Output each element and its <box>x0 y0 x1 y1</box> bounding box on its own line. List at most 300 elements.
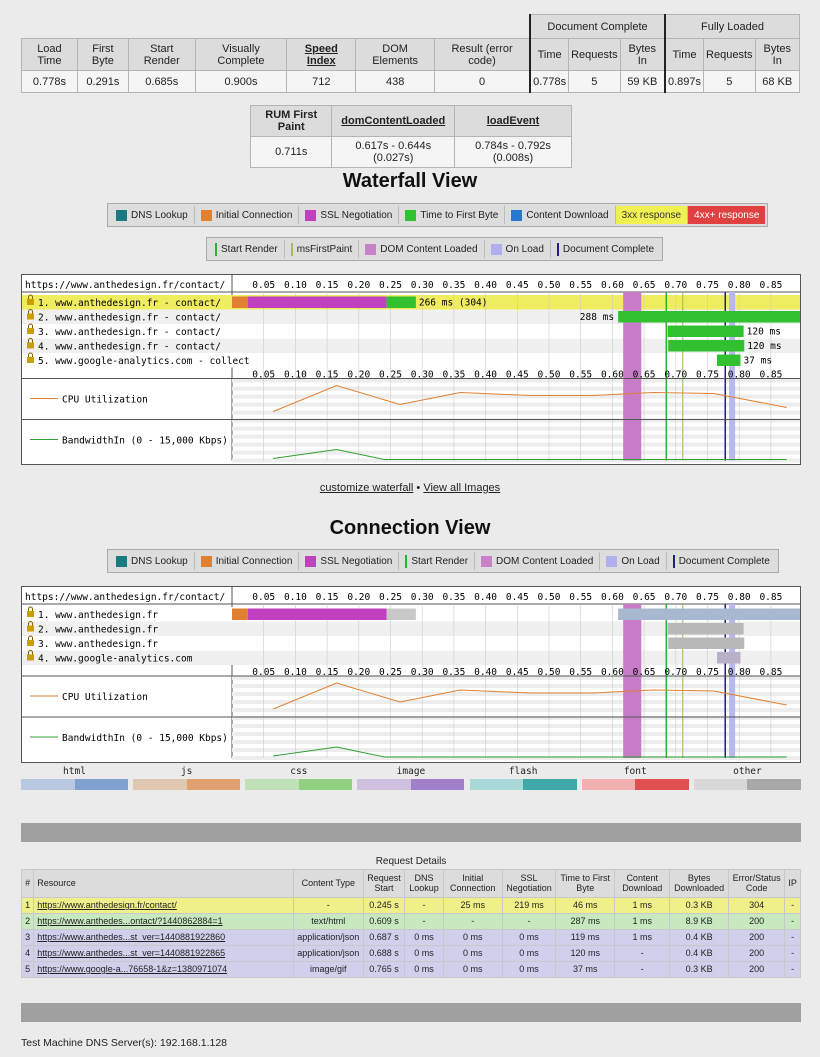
tick-label-top: 0.20 <box>347 280 371 291</box>
tick-label-bottom: 0.85 <box>759 667 783 678</box>
lock-icon <box>27 328 34 334</box>
val-full-bytes: 68 KB <box>755 71 799 93</box>
tick-label-top: 0.75 <box>696 280 719 291</box>
req-cell: 5 <box>22 961 34 977</box>
tick-label-top: 0.30 <box>410 592 434 603</box>
req-cell: 0 ms <box>502 945 555 961</box>
req-cell: - <box>502 913 555 929</box>
legend2-item-3 <box>485 240 551 258</box>
legend3-item-3 <box>399 552 475 570</box>
connection-legend <box>107 549 779 573</box>
lock-icon <box>27 655 34 661</box>
tick-label-top: 0.05 <box>252 280 276 291</box>
resource-link[interactable]: https://www.anthedesign.fr/contact/ <box>37 900 177 910</box>
bar-label: 288 ms <box>579 312 615 323</box>
req-cell: 0.609 s <box>363 913 404 929</box>
req-cell: 0 ms <box>443 961 502 977</box>
dns-server-info: Test Machine DNS Server(s): 192.168.1.128 <box>21 1037 228 1049</box>
tick-label-bottom: 0.05 <box>252 667 276 678</box>
tick-label-top: 0.40 <box>474 592 498 603</box>
req-cell: - <box>785 897 801 913</box>
tick-label-top: 0.15 <box>315 280 339 291</box>
val-full-requests: 5 <box>704 71 755 93</box>
legend-label: DOM Content Loaded <box>380 243 478 255</box>
mime-type-legend <box>21 766 801 790</box>
req-cell: 1 ms <box>615 929 670 945</box>
req-cell: application/json <box>293 929 363 945</box>
mime-6 <box>694 766 801 790</box>
legend2-item-4 <box>551 240 660 258</box>
legend-swatch <box>557 243 559 256</box>
page-url: https://www.anthedesign.fr/contact/ <box>25 280 226 291</box>
req-cell[interactable] <box>34 929 293 945</box>
tick-label-bottom: 0.60 <box>600 667 624 678</box>
cpu-label: CPU Utilization <box>62 692 148 703</box>
section-divider-bottom <box>21 1003 801 1022</box>
graph-stripe <box>232 684 800 688</box>
speed-index-link[interactable]: Speed Index <box>304 42 338 67</box>
lock-icon <box>27 314 34 320</box>
request-label: 4. www.google-analytics.com <box>38 653 193 665</box>
tick-label-bottom: 0.20 <box>347 369 371 381</box>
col-result: Result (error code) <box>435 39 531 71</box>
mime-1 <box>133 766 240 790</box>
bar-label: 37 ms <box>743 355 773 367</box>
connection-title: Connection View <box>329 517 491 539</box>
request-label: 2. www.anthedesign.fr - contact/ <box>38 312 222 324</box>
resource-link[interactable]: https://www.anthedes...st_ver=1440881922860 <box>37 932 226 942</box>
req-cell: 37 ms <box>556 961 615 977</box>
req-cell: 1 ms <box>615 897 670 913</box>
req-cell: 8.9 KB <box>670 913 729 929</box>
waterfall-svg <box>22 275 800 464</box>
legend-label: 3xx response <box>621 209 682 221</box>
rum-first-paint-header: RUM First Paint <box>251 106 332 137</box>
tick-label-bottom: 0.55 <box>569 667 593 678</box>
val-visually-complete: 0.900s <box>195 71 287 93</box>
mime-label: image <box>396 766 426 777</box>
col-dom-elements: DOM Elements <box>356 39 435 71</box>
request-bar <box>232 297 248 309</box>
legend-swatch <box>116 210 127 221</box>
tick-label-top: 0.85 <box>759 592 783 603</box>
tick-label-bottom: 0.40 <box>474 369 498 381</box>
req-cell: 200 <box>729 913 785 929</box>
tick-label-top: 0.45 <box>505 592 529 603</box>
legend-swatch <box>405 210 416 221</box>
mime-swatch <box>245 779 352 790</box>
rum-table <box>250 105 572 168</box>
tick-label-top: 0.60 <box>600 592 624 603</box>
legend1-item-2 <box>299 206 399 224</box>
req-cell[interactable] <box>34 913 293 929</box>
val-speed-index: 712 <box>287 71 356 93</box>
legend-label: msFirstPaint <box>296 243 353 255</box>
legend3-item-2 <box>299 552 399 570</box>
legend-label: Initial Connection <box>215 555 293 567</box>
legend-swatch <box>511 210 522 221</box>
tick-label-bottom: 0.40 <box>474 667 498 678</box>
req-cell: - <box>405 897 444 913</box>
req-cell: - <box>785 913 801 929</box>
col-doc-time: Time <box>530 39 569 71</box>
page-url: https://www.anthedesign.fr/contact/ <box>25 592 226 603</box>
col-full-time: Time <box>665 39 704 71</box>
request-label: 2. www.anthedesign.fr <box>38 624 159 636</box>
request-bar <box>618 311 800 323</box>
mime-label: other <box>733 766 762 777</box>
tick-label-top: 0.80 <box>727 280 751 291</box>
tick-label-bottom: 0.05 <box>252 369 276 381</box>
req-cell: 119 ms <box>556 929 615 945</box>
legend-label: Initial Connection <box>215 209 293 221</box>
request-bar <box>668 638 744 650</box>
request-bar <box>387 297 416 309</box>
resource-link[interactable]: https://www.anthedes...st_ver=1440881922865 <box>37 948 226 958</box>
req-cell: 287 ms <box>556 913 615 929</box>
tick-label-bottom: 0.75 <box>696 369 719 381</box>
col-start-render: Start Render <box>128 39 195 71</box>
legend-swatch <box>116 556 127 567</box>
tick-label-top: 0.25 <box>379 280 402 291</box>
legend-swatch <box>215 243 217 256</box>
req-cell: 0.4 KB <box>670 929 729 945</box>
legend-label: DOM Content Loaded <box>496 555 594 567</box>
tick-label-top: 0.55 <box>569 592 593 603</box>
request-bar <box>387 609 416 621</box>
legend1-item-4 <box>505 206 615 224</box>
request-bar <box>717 652 740 664</box>
table-row <box>22 913 801 929</box>
tick-label-top: 0.55 <box>569 280 593 291</box>
graph-stripe <box>232 443 800 447</box>
lock-icon <box>27 626 34 632</box>
mime-swatch <box>470 779 577 790</box>
legend-swatch <box>305 556 316 567</box>
req-cell: - <box>293 897 363 913</box>
tick-label-top: 0.05 <box>252 592 276 603</box>
lock-icon <box>27 343 34 349</box>
graph-stripe <box>232 427 800 431</box>
connection-chart <box>21 586 801 763</box>
req-cell: 0 ms <box>443 945 502 961</box>
req-cell: application/json <box>293 945 363 961</box>
graph-stripe <box>232 435 800 439</box>
val-dom-elements: 438 <box>356 71 435 93</box>
col-doc-requests: Requests <box>569 39 620 71</box>
request-bar <box>248 609 387 621</box>
tick-label-bottom: 0.80 <box>727 667 751 678</box>
tick-label-bottom: 0.70 <box>664 667 688 678</box>
legend-label: 4xx+ response <box>694 209 760 221</box>
request-bar <box>618 609 800 621</box>
doc-complete-header: Document Complete <box>530 15 665 39</box>
tick-label-bottom: 0.75 <box>696 667 719 678</box>
tick-label-bottom: 0.45 <box>505 369 529 381</box>
tick-label-bottom: 0.15 <box>315 667 339 678</box>
mime-swatch <box>133 779 240 790</box>
mime-label: flash <box>508 766 538 777</box>
req-cell: 1 <box>22 897 34 913</box>
tick-label-top: 0.50 <box>537 280 561 291</box>
req-cell: 0 ms <box>502 961 555 977</box>
legend-swatch <box>405 555 407 568</box>
tick-label-top: 0.50 <box>537 592 561 603</box>
val-doc-bytes: 59 KB <box>620 71 665 93</box>
tick-label-top: 0.25 <box>379 592 402 603</box>
tick-label-bottom: 0.25 <box>379 667 402 678</box>
req-cell: - <box>405 913 444 929</box>
fully-loaded-header: Fully Loaded <box>665 15 800 39</box>
legend-swatch <box>491 244 502 255</box>
mime-swatch <box>582 779 689 790</box>
req-cell: 0 ms <box>405 961 444 977</box>
req-cell: - <box>785 945 801 961</box>
request-details-title: Request Details <box>22 855 801 869</box>
legend-swatch <box>606 556 617 567</box>
req-header: Time to First Byte <box>556 869 615 897</box>
req-cell: image/gif <box>293 961 363 977</box>
lock-icon <box>27 299 34 305</box>
val-full-time: 0.897s <box>665 71 704 93</box>
customize-waterfall-link[interactable]: customize waterfall <box>319 482 414 494</box>
legend1-item-6 <box>688 206 765 224</box>
req-cell[interactable] <box>34 961 293 977</box>
legend-swatch <box>201 210 212 221</box>
req-cell: 0 ms <box>443 929 502 945</box>
legend1-item-0 <box>110 206 195 224</box>
col-first-byte: First Byte <box>77 39 128 71</box>
legend2-item-1 <box>285 240 360 258</box>
req-header: Request Start <box>363 869 404 897</box>
legend3-item-0 <box>110 552 195 570</box>
bar-label: 266 ms (304) <box>418 297 488 309</box>
mime-4 <box>470 766 577 790</box>
lock-icon <box>27 640 34 646</box>
tick-label-top: 0.85 <box>759 280 783 291</box>
mime-swatch <box>21 779 128 790</box>
lock-icon <box>27 611 34 617</box>
waterfall-chart <box>21 274 801 465</box>
col-doc-bytes: Bytes In <box>620 39 665 71</box>
graph-stripe <box>232 700 800 704</box>
tick-label-bottom: 0.35 <box>442 369 466 381</box>
tick-label-top: 0.45 <box>505 280 529 291</box>
req-cell: 200 <box>729 961 785 977</box>
tick-label-top: 0.60 <box>600 280 624 291</box>
req-cell: 0.688 s <box>363 945 404 961</box>
legend-label: Start Render <box>411 555 469 567</box>
graph-stripe <box>232 740 800 744</box>
load-event-value: 0.784s - 0.792s (0.008s) <box>455 137 572 168</box>
legend-label: DNS Lookup <box>131 209 188 221</box>
tick-label-top: 0.80 <box>727 592 751 603</box>
mime-2 <box>245 766 352 790</box>
req-cell: 0 ms <box>502 929 555 945</box>
req-cell: 219 ms <box>502 897 555 913</box>
bw-label: BandwidthIn (0 - 15,000 Kbps) <box>62 733 228 744</box>
req-header: Bytes Downloaded <box>670 869 729 897</box>
lock-icon <box>27 357 34 363</box>
dom-content-loaded-value: 0.617s - 0.644s (0.027s) <box>332 137 455 168</box>
mime-label: font <box>623 766 647 777</box>
legend1-item-3 <box>399 206 505 224</box>
req-cell: 0.3 KB <box>670 897 729 913</box>
tick-label-bottom: 0.10 <box>283 369 307 381</box>
legend1-item-5 <box>616 206 688 224</box>
req-header: IP <box>785 869 801 897</box>
req-cell: 1 ms <box>615 913 670 929</box>
req-header: Error/Status Code <box>729 869 785 897</box>
legend2-item-2 <box>359 240 484 258</box>
tick-label-bottom: 0.50 <box>537 369 561 381</box>
summary-table <box>21 14 800 93</box>
legend-label: Time to First Byte <box>420 209 499 221</box>
legend-label: SSL Negotiation <box>320 209 393 221</box>
legend-swatch <box>201 556 212 567</box>
req-cell: - <box>785 961 801 977</box>
legend-label: Document Complete <box>678 555 770 567</box>
tick-label-bottom: 0.65 <box>632 667 656 678</box>
request-bar <box>668 340 744 352</box>
waterfall-links <box>0 482 820 494</box>
legend3-item-1 <box>195 552 300 570</box>
tick-label-bottom: 0.80 <box>727 369 751 381</box>
graph-stripe <box>232 708 800 712</box>
req-cell: 0.245 s <box>363 897 404 913</box>
request-bar <box>232 609 248 621</box>
legend-label: Start Render <box>221 243 278 255</box>
tick-label-top: 0.10 <box>283 592 307 603</box>
tick-label-bottom: 0.70 <box>664 369 688 381</box>
req-header: SSL Negotiation <box>502 869 555 897</box>
req-cell: 4 <box>22 945 34 961</box>
request-label: 4. www.anthedesign.fr - contact/ <box>38 341 222 353</box>
req-cell: 46 ms <box>556 897 615 913</box>
graph-stripe <box>232 411 800 415</box>
table-row <box>22 961 801 977</box>
val-doc-requests: 5 <box>569 71 620 93</box>
mime-swatch <box>357 779 464 790</box>
tick-label-bottom: 0.85 <box>759 369 783 381</box>
rum-first-paint-value: 0.711s <box>251 137 332 168</box>
table-row <box>22 929 801 945</box>
waterfall-markers-legend <box>206 237 663 261</box>
legend-label: Content Download <box>526 209 609 221</box>
tick-label-top: 0.65 <box>632 592 656 603</box>
waterfall-legend <box>107 203 768 227</box>
req-cell: - <box>443 913 502 929</box>
req-cell: 2 <box>22 913 34 929</box>
request-bar <box>717 355 740 367</box>
legend2-item-0 <box>209 240 285 258</box>
legend-swatch <box>291 243 293 256</box>
section-divider <box>21 823 801 842</box>
legend-swatch <box>305 210 316 221</box>
req-cell: 0.687 s <box>363 929 404 945</box>
req-cell: 3 <box>22 929 34 945</box>
legend-label: On Load <box>505 243 544 255</box>
request-label: 1. www.anthedesign.fr - contact/ <box>38 298 222 309</box>
request-label: 5. www.google-analytics.com - collect <box>38 356 250 367</box>
tick-label-bottom: 0.55 <box>569 369 593 381</box>
legend3-item-6 <box>667 552 776 570</box>
tick-label-top: 0.65 <box>632 280 656 291</box>
dom-content-loaded-link[interactable]: domContentLoaded <box>341 115 446 127</box>
val-doc-time: 0.778s <box>530 71 569 93</box>
table-row <box>22 897 801 913</box>
tick-label-bottom: 0.60 <box>600 369 624 381</box>
load-event-link[interactable]: loadEvent <box>486 115 540 127</box>
mime-swatch <box>694 779 801 790</box>
tick-label-top: 0.20 <box>347 592 371 603</box>
cpu-label: CPU Utilization <box>62 394 148 406</box>
waterfall-title: Waterfall View <box>342 170 478 192</box>
tick-label-bottom: 0.10 <box>283 667 307 678</box>
tick-label-top: 0.35 <box>442 592 466 603</box>
req-cell[interactable] <box>34 945 293 961</box>
val-result: 0 <box>435 71 531 93</box>
req-cell: 0.765 s <box>363 961 404 977</box>
mime-3 <box>357 766 464 790</box>
request-label: 3. www.anthedesign.fr - contact/ <box>38 327 222 338</box>
tick-label-bottom: 0.45 <box>505 667 529 678</box>
graph-stripe <box>232 732 800 736</box>
tick-label-top: 0.40 <box>474 280 498 291</box>
mime-0 <box>21 766 128 790</box>
legend-swatch <box>481 556 492 567</box>
req-cell[interactable] <box>34 897 293 913</box>
request-bar <box>668 326 744 338</box>
req-cell: 200 <box>729 945 785 961</box>
req-cell: - <box>785 929 801 945</box>
resource-link[interactable]: https://www.anthedes...ontact/?1440862884=1 <box>37 916 223 926</box>
tick-label-bottom: 0.25 <box>379 369 402 381</box>
request-bar <box>248 297 387 309</box>
req-cell: - <box>615 945 670 961</box>
req-cell: 0 ms <box>405 929 444 945</box>
resource-link[interactable]: https://www.google-a...76658-1&z=1380971074 <box>37 964 228 974</box>
col-speed-index[interactable] <box>287 39 356 71</box>
col-load-time: Load Time <box>22 39 78 71</box>
mime-label: css <box>290 766 308 777</box>
mime-5 <box>582 766 689 790</box>
req-header: Initial Connection <box>443 869 502 897</box>
tick-label-bottom: 0.35 <box>442 667 466 678</box>
tick-label-bottom: 0.15 <box>315 369 339 381</box>
req-cell: 0 ms <box>405 945 444 961</box>
legend-label: SSL Negotiation <box>320 555 393 567</box>
legend-swatch <box>365 244 376 255</box>
legend-swatch <box>673 555 675 568</box>
req-cell: 200 <box>729 929 785 945</box>
request-label: 3. www.anthedesign.fr <box>38 639 159 650</box>
val-load-time: 0.778s <box>22 71 78 93</box>
view-all-images-link[interactable]: View all Images <box>423 482 501 494</box>
req-cell: 120 ms <box>556 945 615 961</box>
req-header: DNS Lookup <box>405 869 444 897</box>
request-details-table <box>21 855 801 978</box>
tick-label-top: 0.35 <box>442 280 466 291</box>
graph-stripe <box>232 387 800 391</box>
val-start-render: 0.685s <box>128 71 195 93</box>
col-full-bytes: Bytes In <box>755 39 799 71</box>
request-label: 1. www.anthedesign.fr <box>38 610 159 621</box>
req-cell: 0.3 KB <box>670 961 729 977</box>
req-header: Content Type <box>293 869 363 897</box>
mime-label: html <box>63 766 86 777</box>
tick-label-top: 0.70 <box>664 592 688 603</box>
